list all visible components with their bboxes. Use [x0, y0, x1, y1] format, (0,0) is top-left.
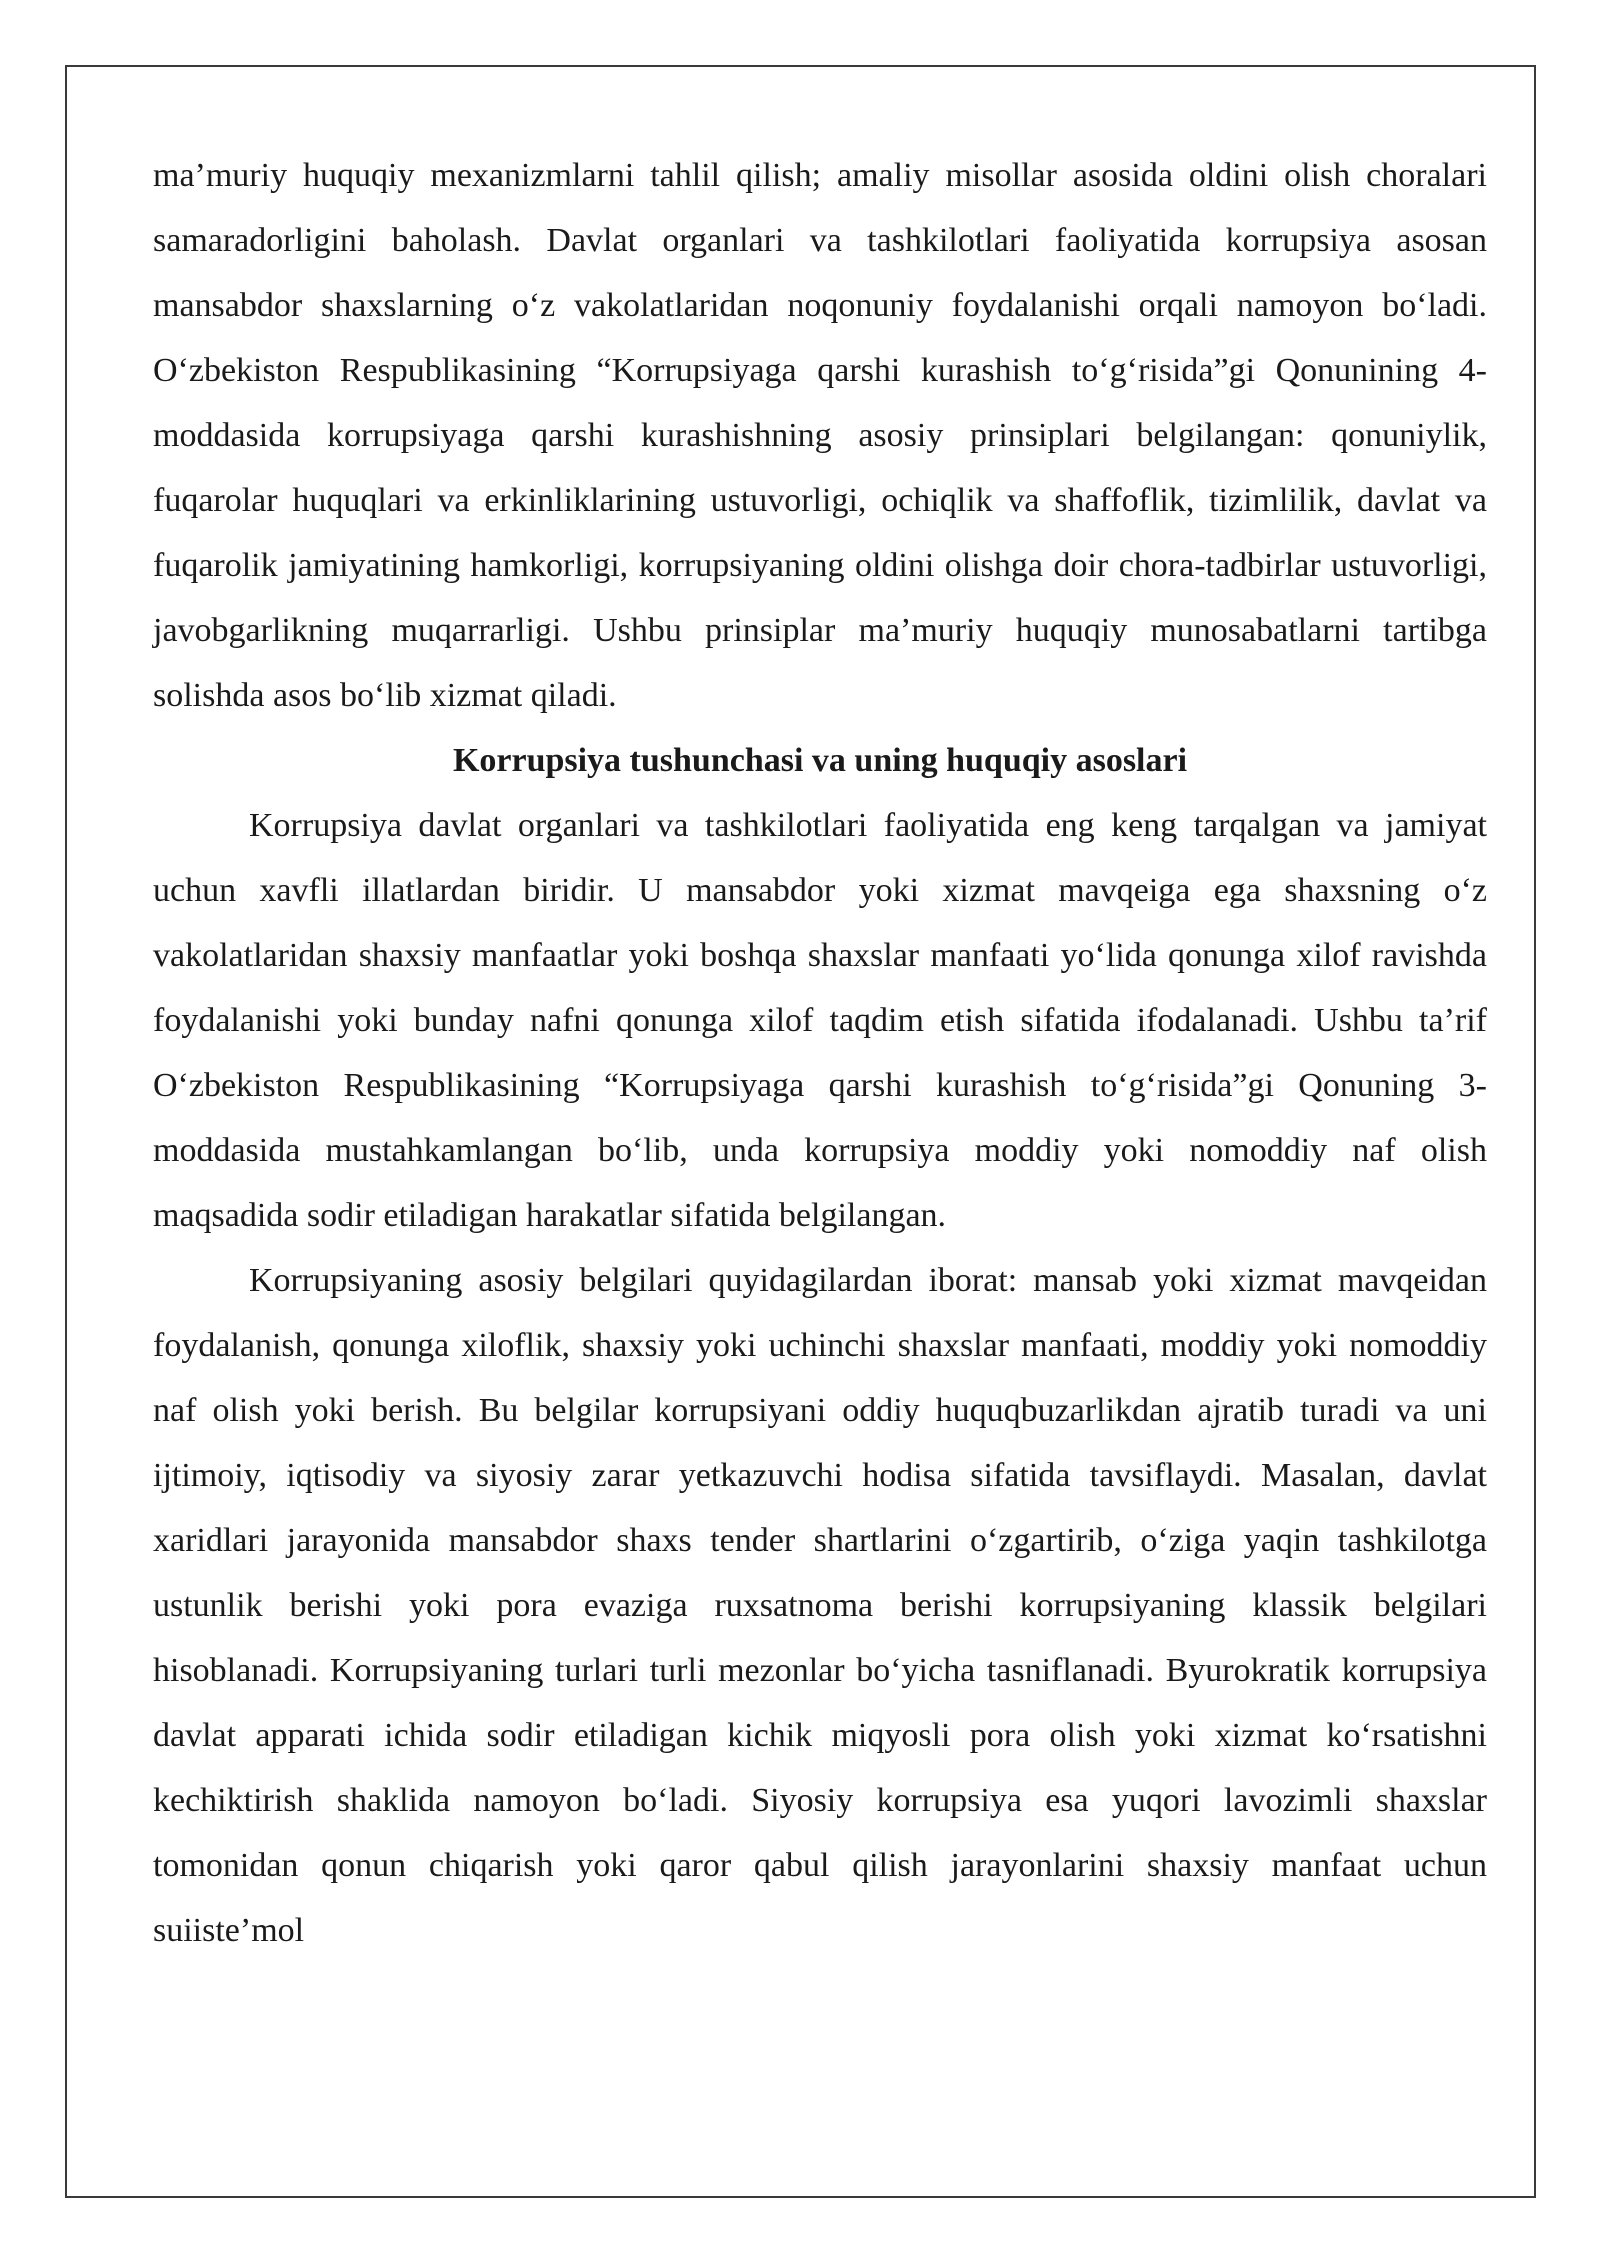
section-heading: Korrupsiya tushunchasi va uning huquqiy asoslari: [452, 742, 1188, 779]
paragraph-continuation: ma’muriy huquqiy mexanizmlarni tahlil qilish; amaliy misollar asosida oldini olish choralari samaradorligini baholash. Davlat organlari va tashkilotlari faoliyatida korrupsiya asosan mansabdor shaxslarning o‘z vakolatlaridan noqonuniy foydalanishi orqali namoyon bo‘ladi. O‘zbekiston Respublikasining “Korrupsiyaga qarshi kurashish to‘g‘risida”gi Qonunining 4-moddasida korrupsiyaga qarshi kurashishning asosiy prinsiplari belgilangan: qonuniylik, fuqarolar huquqlari va erkinliklarining ustuvorligi, ochiqlik va shaffoflik, tizimlilik, davlat va fuqarolik jamiyatining hamkorligi, korrupsiyaning oldini olishga doir chora-tadbirlar ustuvorligi, javobgarlikning muqarrarligi. Ushbu prinsiplar ma’muriy huquqiy munosabatlarni tartibga solishda asos bo‘lib xizmat qiladi.: [153, 157, 1487, 714]
paragraph-definition: Korrupsiya davlat organlari va tashkilotlari faoliyatida eng keng tarqalgan va jamiyat uchun xavfli illatlardan biridir. U mansabdor yoki xizmat mavqeiga ega shaxsning o‘z vakolatlaridan shaxsiy manfaatlar yoki boshqa shaxslar manfaati yo‘lida qonunga xilof ravishda foydalanishi yoki bunday nafni qonunga xilof taqdim etish sifatida ifodalanadi. Ushbu ta’rif O‘zbekiston Respublikasining “Korrupsiyaga qarshi kurashish to‘g‘risida”gi Qonuning 3-moddasida mustahkamlangan bo‘lib, unda korrupsiya moddiy yoki nomoddiy naf olish maqsadida sodir etiladigan harakatlar sifatida belgilangan.: [153, 807, 1487, 1234]
paragraph-characteristics: Korrupsiyaning asosiy belgilari quyidagilardan iborat: mansab yoki xizmat mavqeidan foydalanish, qonunga xiloflik, shaxsiy yoki uchinchi shaxslar manfaati, moddiy yoki nomoddiy naf olish yoki berish. Bu belgilar korrupsiyani oddiy huquqbuzarlikdan ajratib turadi va uni ijtimoiy, iqtisodiy va siyosiy zarar yetkazuvchi hodisa sifatida tavsiflaydi. Masalan, davlat xaridlari jarayonida mansabdor shaxs tender shartlarini o‘zgartirib, o‘ziga yaqin tashkilotga ustunlik berishi yoki pora evaziga ruxsatnoma berishi korrupsiyaning klassik belgilari hisoblanadi. Korrupsiyaning turlari turli mezonlar bo‘yicha tasniflanadi. Byurokratik korrupsiya davlat apparati ichida sodir etiladigan kichik miqyosli pora olish yoki xizmat ko‘rsatishni kechiktirish shaklida namoyon bo‘ladi. Siyosiy korrupsiya esa yuqori lavozimli shaxslar tomonidan qonun chiqarish yoki qaror qabul qilish jarayonlarini shaxsiy manfaat uchun suiiste’mol: [153, 1262, 1487, 1949]
document-body: [153, 143, 1487, 1963]
